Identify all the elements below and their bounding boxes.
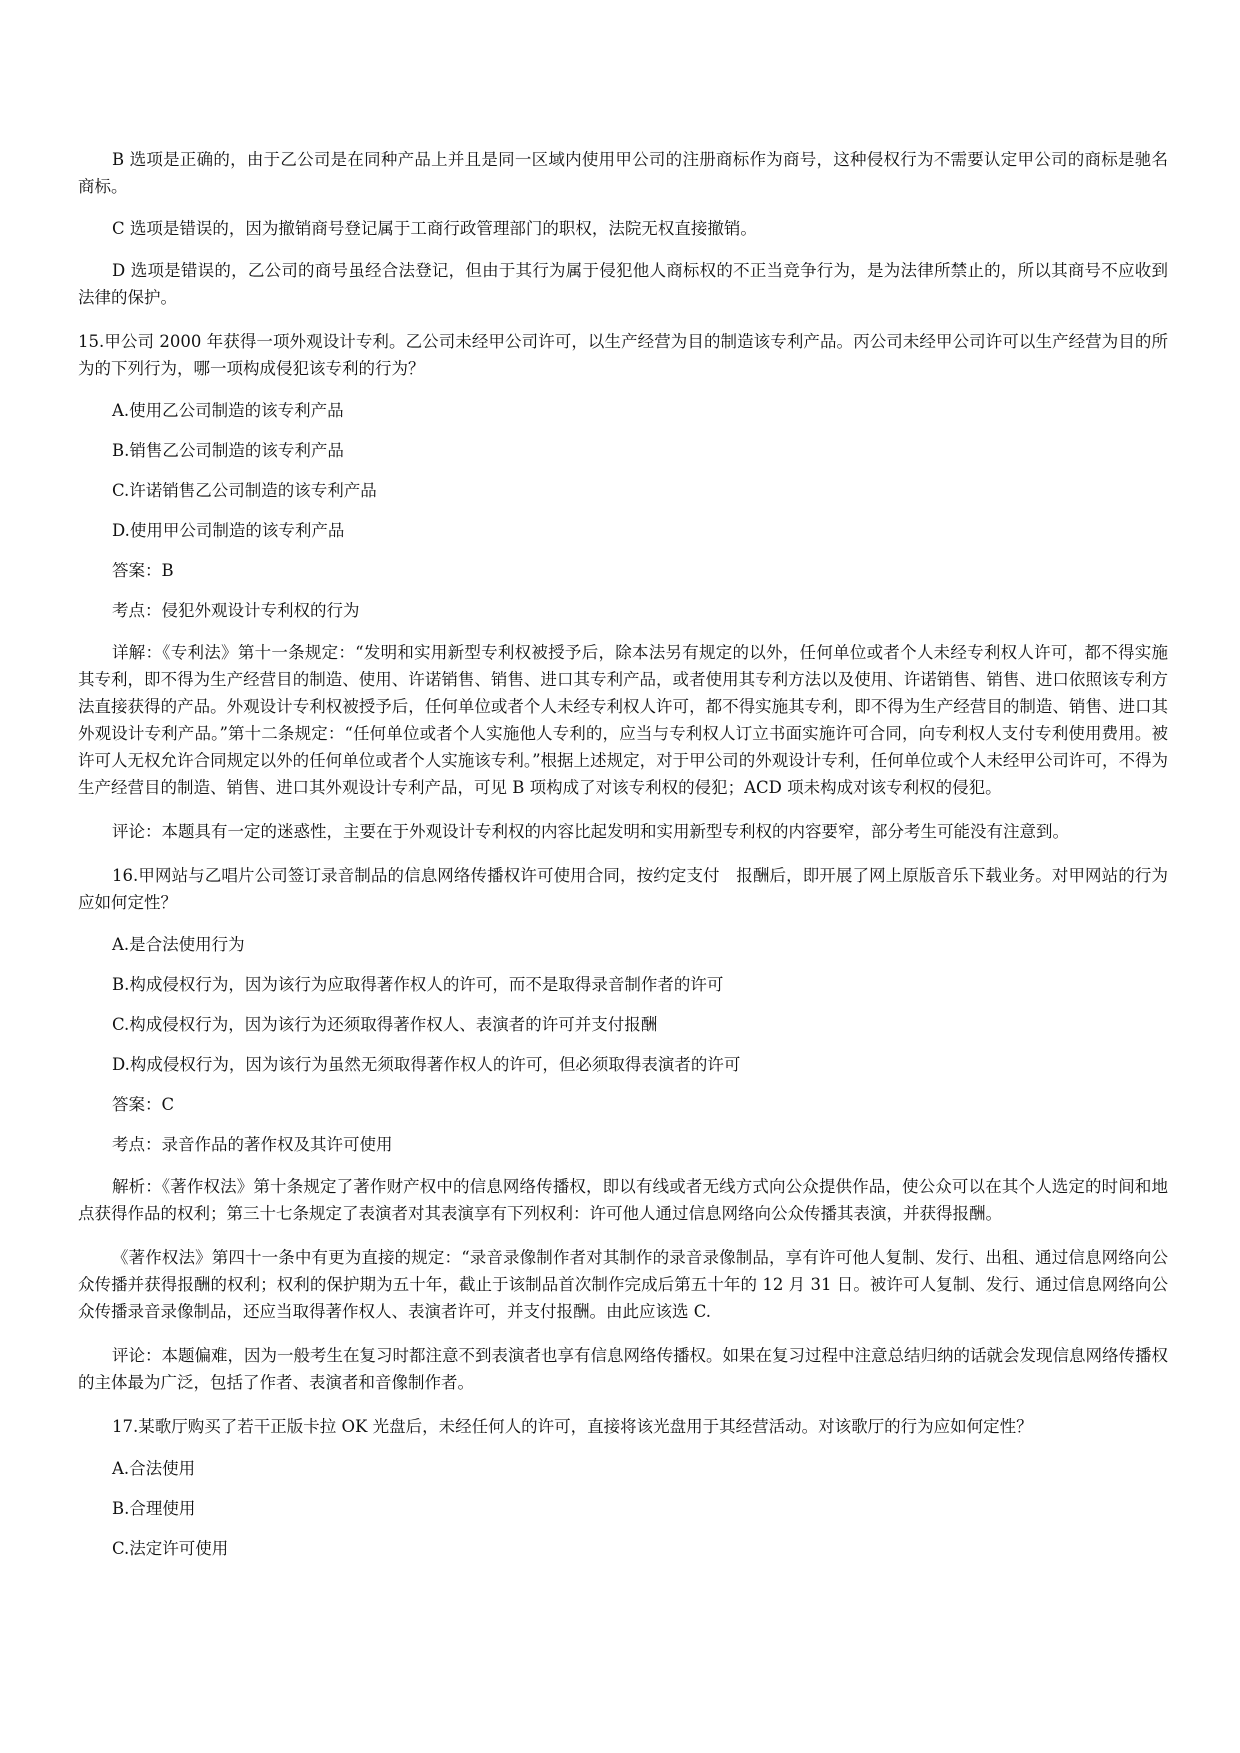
- q17-option-a: A.合法使用: [112, 1459, 196, 1478]
- question-17: 17.某歌厅购买了若干正版卡拉 OK 光盘后，未经任何人的许可，直接将该光盘用于其经营活动。对该歌厅的行为应如何定性？: [112, 1417, 1033, 1436]
- q17-option-c: C.法定许可使用: [112, 1539, 229, 1558]
- q15-option-a: A.使用乙公司制造的该专利产品: [112, 401, 344, 420]
- q15-option-c: C.许诺销售乙公司制造的该专利产品: [112, 481, 377, 500]
- q17-option-b: B.合理使用: [112, 1499, 196, 1518]
- q15-option-d: D.使用甲公司制造的该专利产品: [112, 521, 345, 540]
- q16-analysis-continued: 《著作权法》第四十一条中有更为直接的规定：“录音录像制作者对其制作的录音录像制品，享有许可他人复制、发行、出租、通过信息网络向公众传播并获得报酬的权利；权利的保护期为五十年，截止于该制品首次制作完成后第五十年的 12 月 31 日。被许可人复制、发行、通过信息网络向公众传播录音录像制品，还应当取得著作权人、表演者许可，并支付报酬。由此应该选 C.: [78, 1248, 1168, 1321]
- document-body: [78, 146, 1168, 1577]
- q15-comment: 评论：本题具有一定的迷惑性，主要在于外观设计专利权的内容比起发明和实用新型专利权的内容要窄，部分考生可能没有注意到。: [112, 822, 1069, 841]
- q15-answer: 答案：B: [112, 561, 174, 580]
- option-b-analysis: B 选项是正确的，由于乙公司是在同种产品上并且是同一区域内使用甲公司的注册商标作为商号，这种侵权行为不需要认定甲公司的商标是驰名商标。: [78, 150, 1168, 196]
- q16-option-a: A.是合法使用行为: [112, 935, 245, 954]
- option-c-analysis: C 选项是错误的，因为撤销商号登记属于工商行政管理部门的职权，法院无权直接撤销。: [112, 219, 757, 238]
- question-16: 16.甲网站与乙唱片公司签订录音制品的信息网络传播权许可使用合同，按约定支付 报酬后，即开展了网上原版音乐下载业务。对甲网站的行为应如何定性？: [78, 866, 1168, 912]
- q16-comment: 评论：本题偏难，因为一般考生在复习时都注意不到表演者也享有信息网络传播权。如果在复习过程中注意总结归纳的话就会发现信息网络传播权的主体最为广泛，包括了作者、表演者和音像制作者。: [78, 1346, 1168, 1392]
- q16-option-c: C.构成侵权行为，因为该行为还须取得著作权人、表演者的许可并支付报酬: [112, 1015, 658, 1034]
- q15-option-b: B.销售乙公司制造的该专利产品: [112, 441, 344, 460]
- question-15: 15.甲公司 2000 年获得一项外观设计专利。乙公司未经甲公司许可，以生产经营为目的制造该专利产品。丙公司未经甲公司许可以生产经营为目的所为的下列行为，哪一项构成侵犯该专利的行为？: [78, 332, 1168, 378]
- q15-explanation: 详解：《专利法》第十一条规定：“发明和实用新型专利权被授予后，除本法另有规定的以外，任何单位或者个人未经专利权人许可，都不得实施其专利，即不得为生产经营目的制造、使用、许诺销售、销售、进口其专利产品，或者使用其专利方法以及使用、许诺销售、销售、进口依照该专利方法直接获得的产品。外观设计专利权被授予后，任何单位或者个人未经专利权人许可，都不得实施其专利，即不得为生产经营目的制造、销售、进口其外观设计专利产品。”第十二条规定：“任何单位或者个人实施他人专利的，应当与专利权人订立书面实施许可合同，向专利权人支付专利使用费用。被许可人无权允许合同规定以外的任何单位或者个人实施该专利。”根据上述规定，对于甲公司的外观设计专利，任何单位或个人未经甲公司许可，不得为生产经营目的制造、销售、进口其外观设计专利产品，可见 B 项构成了对该专利权的侵犯；ACD 项未构成对该专利权的侵犯。: [78, 643, 1168, 797]
- q16-answer: 答案：C: [112, 1095, 175, 1114]
- q15-key-point: 考点：侵犯外观设计专利权的行为: [112, 601, 360, 620]
- q16-key-point: 考点：录音作品的著作权及其许可使用: [112, 1135, 393, 1154]
- q16-analysis: 解析：《著作权法》第十条规定了著作财产权中的信息网络传播权，即以有线或者无线方式向公众提供作品，使公众可以在其个人选定的时间和地点获得作品的权利；第三十七条规定了表演者对其表演享有下列权利：许可他人通过信息网络向公众传播其表演，并获得报酬。: [78, 1177, 1168, 1223]
- q16-option-d: D.构成侵权行为，因为该行为虽然无须取得著作权人的许可，但必须取得表演者的许可: [112, 1055, 741, 1074]
- option-d-analysis: D 选项是错误的，乙公司的商号虽经合法登记，但由于其行为属于侵犯他人商标权的不正当竞争行为，是为法律所禁止的，所以其商号不应收到法律的保护。: [78, 261, 1168, 307]
- q16-option-b: B.构成侵权行为，因为该行为应取得著作权人的许可，而不是取得录音制作者的许可: [112, 975, 724, 994]
